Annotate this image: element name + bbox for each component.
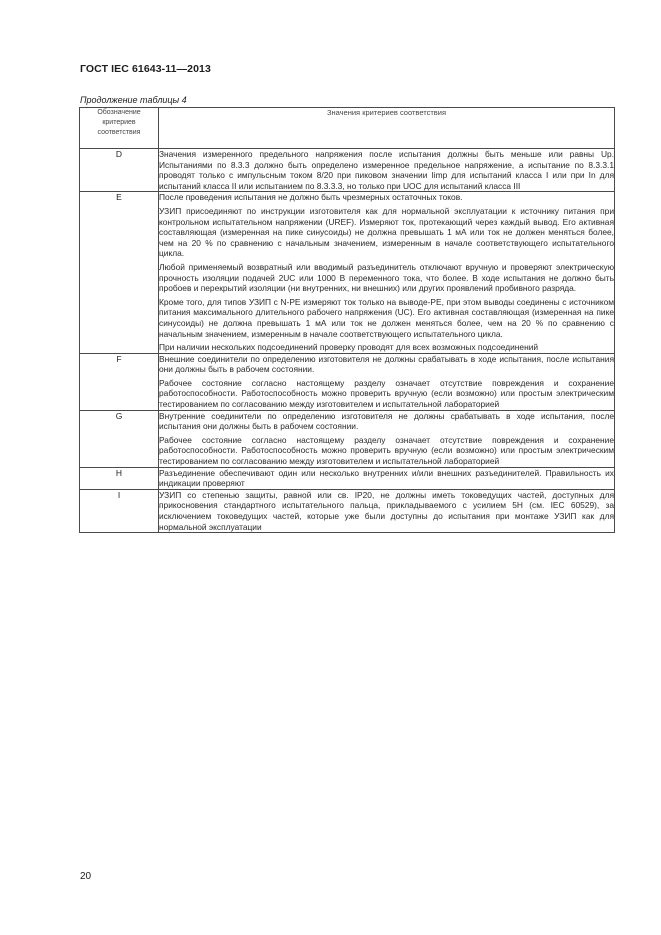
table-row [80, 353, 615, 410]
column-header-code: Обозначение критериев соответствия [80, 108, 159, 149]
criterion-paragraph: Кроме того, для типов УЗИП с N-PE измеряют ток только на выводе-PE, при этом выводы соединены с источником питания максимального длительного рабочего напряжения (UC). Его активная составляющая (измеренная на пике синусоиды) не должна превышать 1 мА или ток не должен меняться более, чем на 20 % по сравнению с начальным значением, измеренным в начале соответствующего испытательного цикла. [159, 296, 614, 339]
criterion-code: H [80, 467, 159, 489]
criterion-text [159, 489, 615, 532]
criteria-table [79, 107, 615, 533]
column-header-values: Значения критериев соответствия [159, 108, 615, 149]
document-title: ГОСТ IEC 61643-11—2013 [80, 63, 211, 75]
criterion-paragraph: Разъединение обеспечивают один или несколько внутренних и/или внешних разъединителей. Правильность их индикации проверяют [159, 467, 614, 489]
table-row [80, 489, 615, 532]
criterion-text [159, 353, 615, 410]
table-row [80, 410, 615, 467]
table-row [80, 149, 615, 192]
criterion-paragraph: УЗИП со степенью защиты, равной или св. IP20, не должны иметь токоведущих частей, доступных для прикосновения стандартного испытательного пальца, прикладываемого с усилием 5Н (см. IEC 60529), за исключением токоведущих частей, которые уже были доступны до испытания при монтаже УЗИП как для нормальной эксплуатации [159, 489, 614, 532]
criterion-code: D [80, 149, 159, 192]
criterion-paragraph: Любой применяемый возвратный или вводимый разъединитель отключают вручную и проверяют электрическую прочность изоляции подачей 2UC или 1000 В переменного тока, что более. В ходе испытания не должно быть пробоев и перекрытий изоляции (ни внутренних, ни внешних) или других проявлений пробивного разряда. [159, 261, 614, 294]
page-number: 20 [80, 871, 92, 882]
criterion-text [159, 467, 615, 489]
criterion-paragraph: Рабочее состояние согласно настоящему разделу означает отсутствие повреждения и сохранение работоспособности. Работоспособность можно проверить вручную (если возможно) или простым электрическим тестированием по согласованию между изготовителем и испытательной лабораторией [159, 377, 614, 410]
table-row [80, 467, 615, 489]
criterion-code: I [80, 489, 159, 532]
criterion-paragraph: Значения измеренного предельного напряжения после испытания должны быть меньше или равны Uр. Испытаниями по 8.3.3 должно быть определено измеренное предельное напряжение, а испытание по 8.3.3.1 проводят только с импульсным током 8/20 при пиковом значении Iimp для испытаний класса I или при In для испытаний класса II или испытанием по 8.3.3.3, но только при UOC для испытаний класса III [159, 149, 614, 191]
table-caption: Продолжение таблицы 4 [80, 95, 187, 105]
criterion-code: E [80, 192, 159, 353]
criterion-code: G [80, 410, 159, 467]
criterion-text [159, 410, 615, 467]
criterion-paragraph: Внутренние соединители по определению изготовителя не должны срабатывать в ходе испытания, после испытания они должны быть в рабочем состоянии. [159, 410, 614, 432]
criterion-paragraph: УЗИП присоединяют по инструкции изготовителя как для нормальной эксплуатации к источнику питания при контрольном испытательном напряжении (UREF). Измеряют ток, протекающий через каждый вывод. Его активная составляющая (измеренная на пике синусоиды) не должна превышать 1 мА или ток не должен меняться более, чем на 20 % по сравнению с начальным значением, измеренным в начале соответствующего испытательного цикла. [159, 205, 614, 259]
criterion-text [159, 192, 615, 353]
criterion-paragraph: При наличии нескольких подсоединений проверку проводят для всех возможных подсоединений [159, 342, 539, 353]
criterion-paragraph: После проведения испытания не должно быть чрезмерных остаточных токов. [159, 192, 463, 203]
criterion-paragraph: Внешние соединители по определению изготовителя не должны срабатывать в ходе испытания, после испытания они должны быть в рабочем состоянии. [159, 353, 614, 375]
table-row [80, 192, 615, 353]
criterion-code: F [80, 353, 159, 410]
criterion-paragraph: Рабочее состояние согласно настоящему разделу означает отсутствие повреждения и сохранение работоспособности. Работоспособность можно проверить вручную (если возможно) или простым электрическим тестированием по согласованию между изготовителем и испытательной лабораторией [159, 434, 614, 467]
criterion-text [159, 149, 615, 192]
table-header-row [80, 108, 615, 149]
